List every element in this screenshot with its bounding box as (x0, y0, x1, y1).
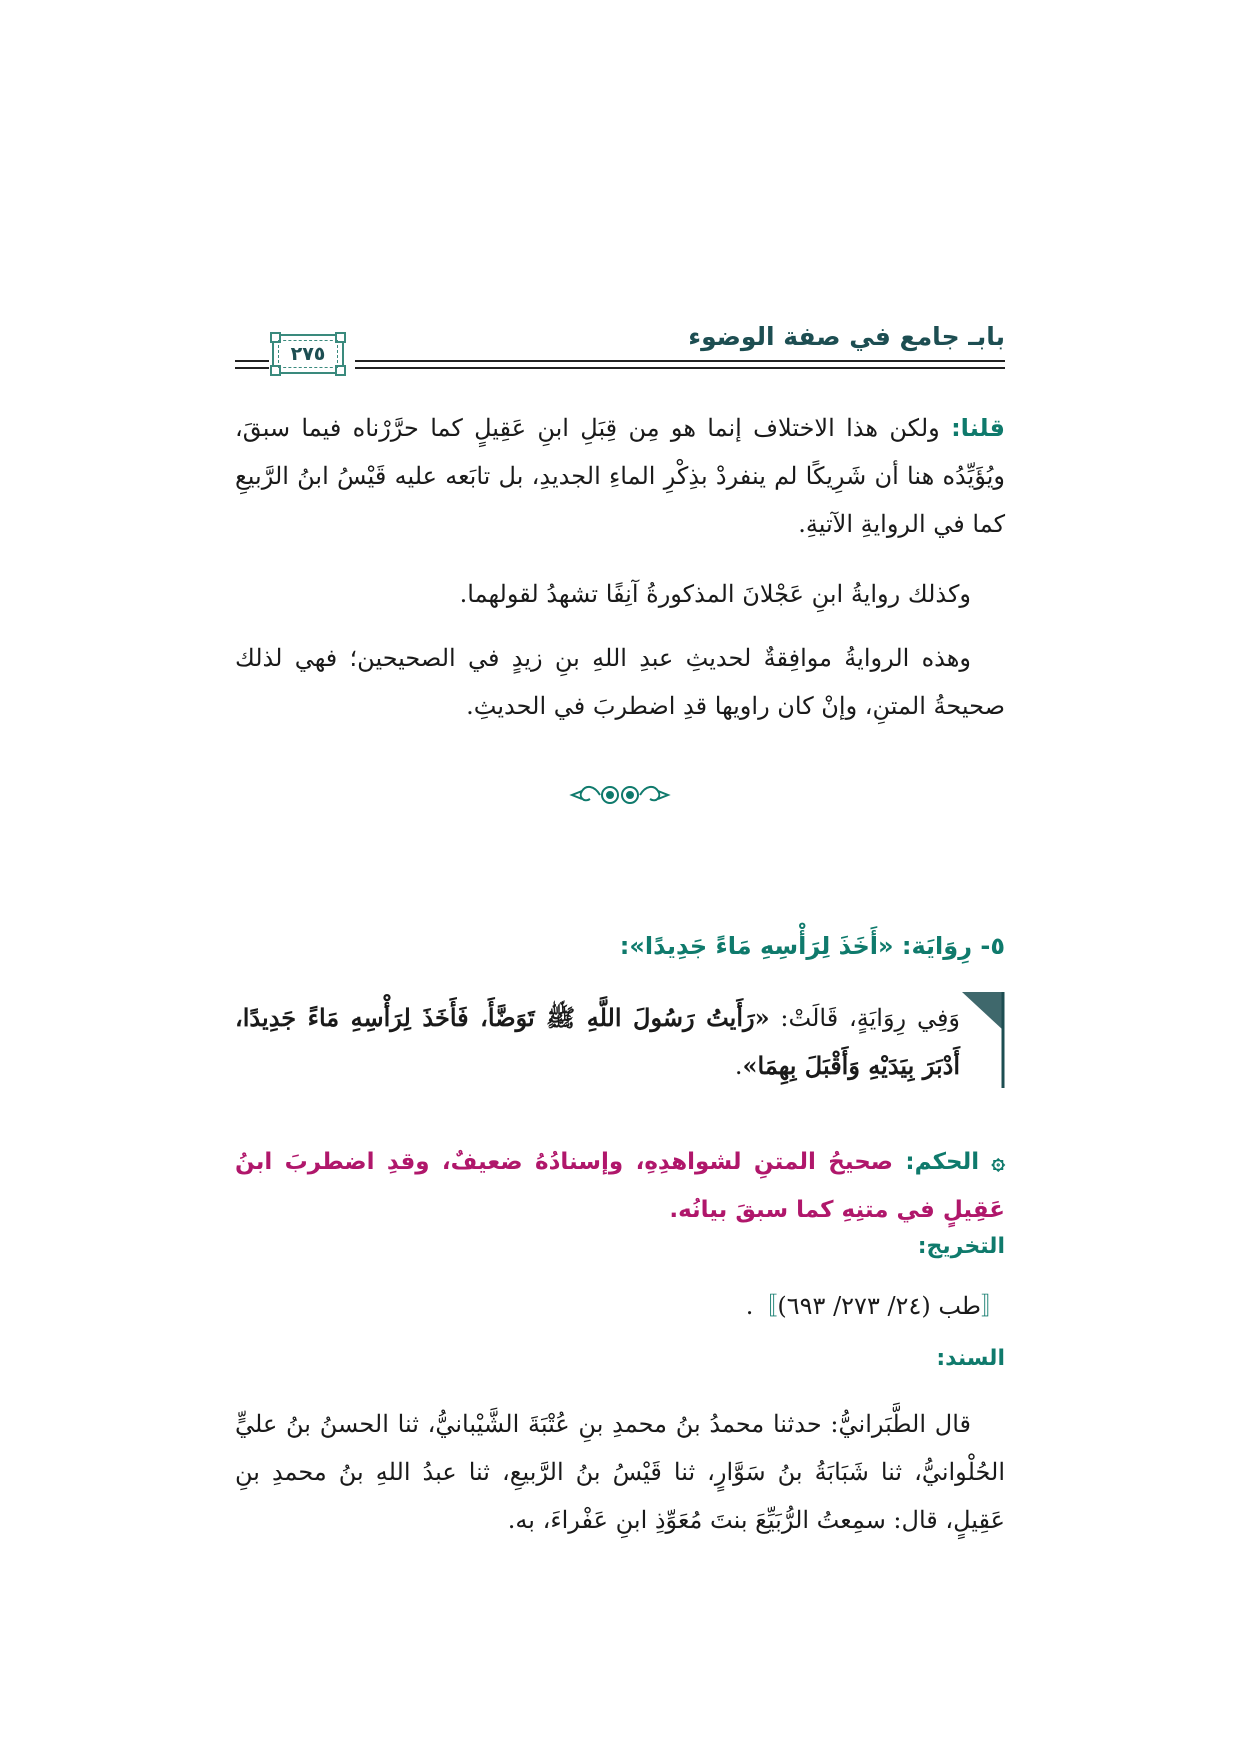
open-bracket: 〚 (981, 1292, 1005, 1320)
paragraph-1-text: ولكن هذا الاختلاف إنما هو مِن قِبَلِ ابنِ عَقِيلٍ كما حرَّرْناه فيما سبقَ، ويُؤَيِّدُه هنا أن شَرِيكًا لم ينفردْ بذِكْرِ الماءِ الجديدِ، بل تابَعه عليه قَيْسُ ابنُ الرَّبيعِ كما في الروايةِ الآتيةِ. (235, 414, 1005, 538)
section-divider-ornament-icon (560, 775, 680, 815)
header-rule-left-top (235, 360, 269, 362)
takhrij-reference (746, 1286, 1005, 1321)
page-number-badge (272, 334, 344, 374)
paragraph-2-text: وكذلك روايةُ ابنِ عَجْلانَ المذكورةُ آنِفًا تشهدُ لقولهما. (459, 580, 971, 608)
hadith-block (235, 990, 1005, 1110)
section-title: ٥- رِوَايَة: «أَخَذَ لِرَأْسِهِ مَاءً جَدِيدًا»: (619, 932, 1005, 960)
header-rule-right-bottom (355, 367, 1005, 369)
takhrij-ref-text: طب (٢٤/ ٢٧٣/ ٦٩٣) (777, 1292, 981, 1320)
hadith-intro: وَفِي رِوَايَةٍ، قَالَتْ: (769, 1004, 961, 1032)
takhrij-end: . (745, 1292, 754, 1320)
paragraph-2 (235, 570, 1005, 618)
page-number: ٢٧٥ (278, 340, 338, 368)
header-rule-right-top (355, 360, 1005, 362)
paragraph-3 (235, 634, 1005, 730)
sanad-text: قال الطَّبَرانيُّ: حدثنا محمدُ بنُ محمدِ بنِ عُتْبَةَ الشَّيْبانيُّ، ثنا الحسنُ بنُ عليٍّ الحُلْوانيُّ، ثنا شَبَابَةُ بنُ سَوَّارٍ، ثنا قَيْسُ بنُ الرَّبيعِ، ثنا عبدُ اللهِ بنُ محمدِ بنِ عَقِيلٍ، قال: سمِعتُ الرُّبَيِّعَ بنتَ مُعَوِّذِ ابنِ عَفْراءَ، به. (235, 1410, 1005, 1534)
hadith-text (235, 994, 960, 1090)
ruling (235, 1138, 1005, 1234)
close-bracket: 〛 (753, 1292, 778, 1320)
qulna-label: قلنا: (951, 414, 1005, 442)
page-header (235, 318, 1005, 378)
ruling-flower-icon: ۞ (991, 1149, 1006, 1175)
header-rule-left-bottom (235, 367, 269, 369)
sanad-paragraph (235, 1400, 1005, 1544)
ruling-text: صحيحُ المتنِ لشواهدِهِ، وإسنادُهُ ضعيفٌ، وقدِ اضطربَ ابنُ عَقِيلٍ في متنِهِ كما سبقَ بيانُه. (235, 1149, 1005, 1223)
sanad-heading: السند: (936, 1346, 1005, 1371)
hadith-quote: «رَأَيتُ رَسُولَ اللَّهِ ﷺ تَوَضَّأَ، فَأَخَذَ لِرَأْسِهِ مَاءً جَدِيدًا، أَدْبَرَ بِيَدَيْهِ وَأَقْبَلَ بِهِمَا» (235, 1003, 960, 1080)
ruling-label: الحكم: (905, 1149, 980, 1175)
running-title: بابـ جامع في صفة الوضوء (688, 322, 1005, 351)
takhrij-heading: التخريج: (917, 1234, 1005, 1259)
paragraph-1 (235, 404, 1005, 548)
paragraph-3-text: وهذه الروايةُ موافِقةٌ لحديثِ عبدِ اللهِ بنِ زيدٍ في الصحيحين؛ فهي لذلك صحيحةُ المتنِ، وإنْ كان راويها قدِ اضطربَ في الحديثِ. (235, 644, 1005, 720)
hadith-corner-ornament-icon (960, 990, 1005, 1090)
hadith-end: . (734, 1052, 743, 1080)
